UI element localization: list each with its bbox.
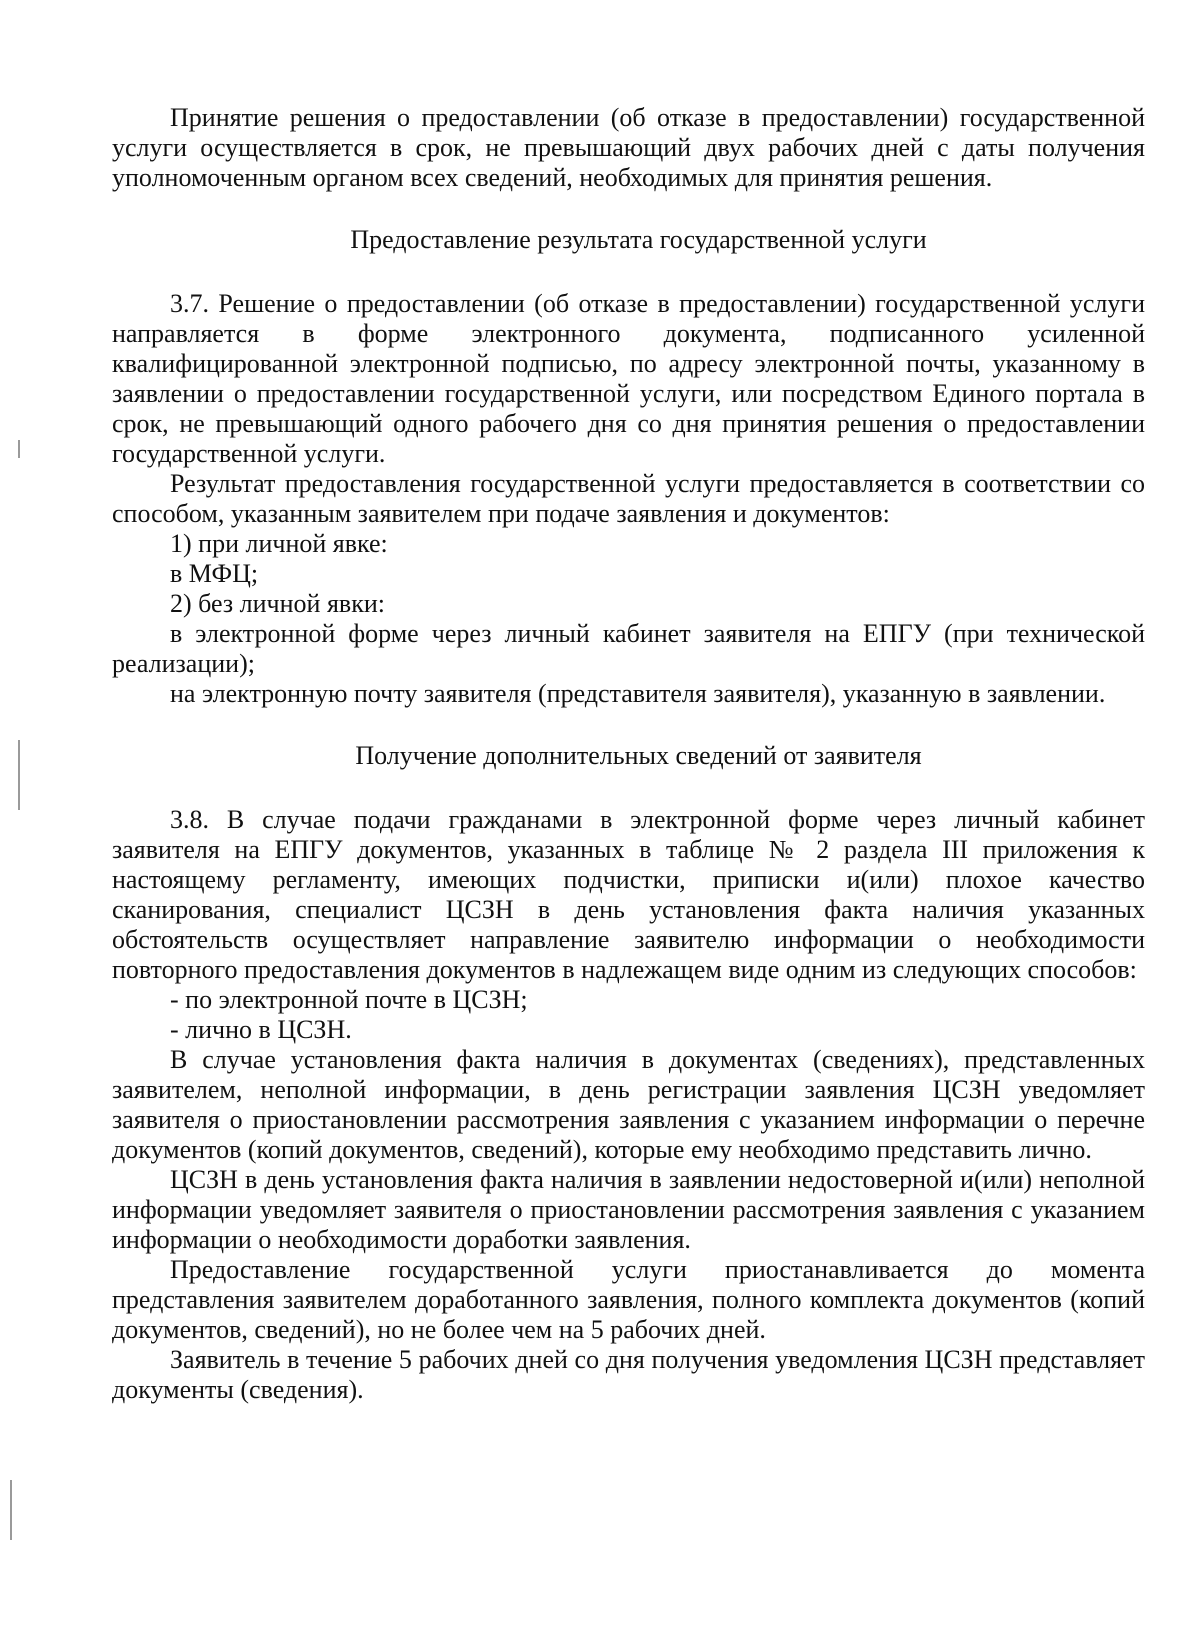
list-item: - по электронной почте в ЦСЗН; bbox=[170, 985, 528, 1014]
list-item: на электронную почту заявителя (представителя заявителя), указанную в заявлении. bbox=[170, 679, 1106, 708]
spacer bbox=[112, 193, 1145, 225]
spacer bbox=[112, 771, 1145, 805]
list-item: в электронной форме через личный кабинет заявителя на ЕПГУ (при технической реализации); bbox=[112, 619, 1145, 678]
paragraph-3-8: 3.8. В случае подачи гражданами в электронной форме через личный кабинет заявителя на ЕПГУ документов, указанных в таблице № 2 раздела III приложения к настоящему регламенту, имеющих подчистки, приписки и(или) плохое качество сканирования, специалист ЦСЗН в день установления факта наличия указанных обстоятельств осуществляет направление заявителю информации о необходимости повторного предоставления документов в надлежащем виде одним из следующих способов: bbox=[112, 805, 1145, 984]
document-page bbox=[112, 103, 1145, 1405]
section-heading-additional: Получение дополнительных сведений от заявителя bbox=[355, 741, 922, 770]
section-heading-result: Предоставление результата государственной услуги bbox=[350, 225, 927, 254]
list-item: в МФЦ; bbox=[170, 559, 259, 588]
paragraph-deadline: Заявитель в течение 5 рабочих дней со дня получения уведомления ЦСЗН представляет документы (сведения). bbox=[112, 1345, 1145, 1404]
list-item: 2) без личной явки: bbox=[170, 589, 385, 618]
spacer bbox=[112, 709, 1145, 741]
paragraph-intro: Принятие решения о предоставлении (об отказе в предоставлении) государственной услуги осуществляется в срок, не превышающий двух рабочих дней с даты получения уполномоченным органом всех сведений, необходимых для принятия решения. bbox=[112, 103, 1145, 192]
list-item: 1) при личной явке: bbox=[170, 529, 388, 558]
spacer bbox=[112, 255, 1145, 289]
paragraph-result-method: Результат предоставления государственной услуги предоставляется в соответствии со способом, указанным заявителем при подаче заявления и документов: bbox=[112, 469, 1145, 528]
scan-artifact-line bbox=[18, 740, 20, 810]
list-item: - лично в ЦСЗН. bbox=[170, 1015, 352, 1044]
scan-artifact-line bbox=[10, 1480, 12, 1540]
paragraph-unreliable: ЦСЗН в день установления факта наличия в заявлении недостоверной и(или) неполной информации уведомляет заявителя о приостановлении рассмотрения заявления с указанием информации о необходимости доработки заявления. bbox=[112, 1165, 1145, 1254]
scan-artifact-line bbox=[18, 440, 20, 458]
paragraph-incomplete: В случае установления факта наличия в документах (сведениях), представленных заявителем, неполной информации, в день регистрации заявления ЦСЗН уведомляет заявителя о приостановлении рассмотрения заявления с указанием информации о перечне документов (копий документов, сведений), которые ему необходимо представить лично. bbox=[112, 1045, 1145, 1164]
paragraph-3-7: 3.7. Решение о предоставлении (об отказе в предоставлении) государственной услуги направляется в форме электронного документа, подписанного усиленной квалифицированной электронной подписью, по адресу электронной почты, указанному в заявлении о предоставлении государственной услуги, или посредством Единого портала в срок, не превышающий одного рабочего дня со дня принятия решения о предоставлении государственной услуги. bbox=[112, 289, 1145, 468]
paragraph-suspension: Предоставление государственной услуги приостанавливается до момента представления заявителем доработанного заявления, полного комплекта документов (копий документов, сведений), но не более чем на 5 рабочих дней. bbox=[112, 1255, 1145, 1344]
